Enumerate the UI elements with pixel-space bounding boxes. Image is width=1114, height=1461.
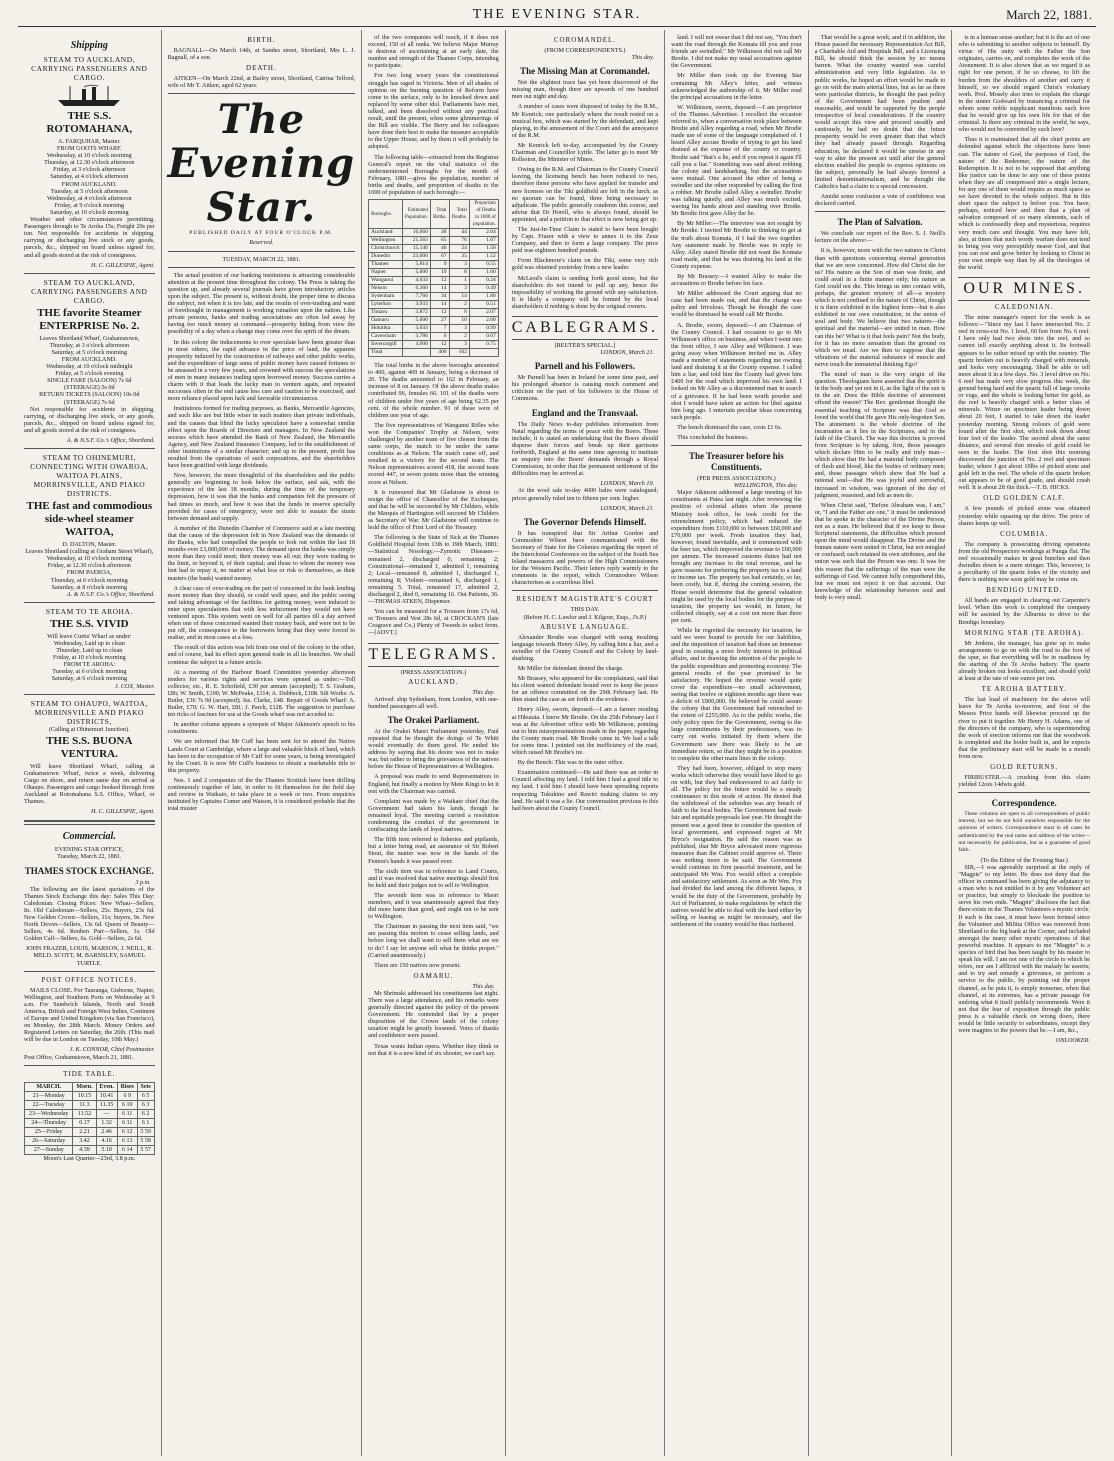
table-cell: 5,000 (402, 317, 430, 325)
masthead (18, 4, 1096, 27)
correspondence-heading: Correspondence. (991, 798, 1057, 809)
news-paragraph: The Just-In-Time Claim is stated to have been bought by Capt. Frazer with a view to annex it to the Zeus Company, and then to form a large company. The price paid was eighteen hundred pounds. (511, 225, 659, 255)
table-cell: 3 (449, 285, 469, 293)
news-paragraph: Not the slightest trace has yet been discovered of the missing man, though there are upwards of one hundred men out night and day. (511, 79, 659, 101)
table-cell: 1.52 (469, 253, 498, 261)
shipping-ad-waitoa: STEAM TO OHINEMURI, CONNECTING WITH OWAROA, WAITOA PLAINS, MORRINSVILLE, AND PIAKO DISTRICTS. THE fast and commodious side-wheel steamer WAITOA, D. DALTON, Master. Leaves Shortland (calling at Graham Street Wharf), Wednesday, at 10 o'clock morning Friday, at 12.30 o'clock afternoon FROM PAEROA, Thursday, at 6 o'clock morning Saturday, at 8 o'clock morning A. & N.S.F. Co.'s Office, Shortland. (25, 453, 155, 598)
table-row (369, 237, 499, 245)
gold-returns-heading: GOLD RETURNS. (990, 763, 1059, 772)
table-cell: 1.67 (469, 237, 498, 245)
plan-of-salvation-heading: The Plan of Salvation. (837, 217, 923, 228)
tide-row (25, 1100, 155, 1109)
shipping-ad-buona-ventura: STEAM TO OHAUPO, WAITOA, MORRINSVILLE AND PIAKO DISTRICTS, (Calling at Ohinemuri Junction). THE S.S. BUONA VENTURA. Will leave Shortland Wharf, calling at Grahamstown Wharf, twice a week, delivering Cargo en shore, and return same day on arrival at Ohaupo. Passengers and cargo booked through from Auckland at Rotomahana S.S. Office, Wharf, or Thames. H. C. GILLESPIE, Agent. (24, 698, 155, 816)
court-paragraph: Examination continued:—He said there was an order in Council affecting my land. I told him I had a good title to my land. I told him I should have been spreading reports respecting Tukukino and Rawiri making claims to my land. He said it was a lie. Our conversation previous to this had been about the County Council. (511, 769, 659, 812)
mine-heading: MORNING STAR (TE AROHA). (964, 628, 1084, 637)
speech-paragraph: That would be a great work, and if in addition, the House passed the necessary Representation Act Bill, a Charitable Aid and Hospitals Bill, and a Licensing Bill, he should think the session by no means barren. What the country wanted was careful administration and very little legislation. As to public works, he hoped an effort would be made to go on with the main arterial lines, but as far as there were particular districts, he thought the past policy of the Government had been prudent and reasonable, and would be supported by the people irrespective of local considerations. If the country would accept this view and proceed steadily and cautiously, he had no doubt that the future prosperity would be even greater than that which they had already passed through. Regarding education, he declared it would be unwise in any way to alter the present act until after the general election enabled the people to express opinions on the subject, personally he had always favored a limited denominationalism, and he thought the Catholics had a claim to a special concession. (814, 34, 946, 190)
table-cell: 12 (430, 277, 449, 285)
tide-cell: 6 14 (117, 1145, 137, 1154)
news-paragraph: The following is the State of Sick at the Thames Goldfield Hospital from 13th to 19th March, 1881:—Statistical Nosology.—Zymotic Diseases—remained 2, discharged 0, remaining 2; Constitutional—remained 1, admitted 1, remaining 2; Local—remained 8, admitted 1, discharged 1, remaining 8; Violent—remained 6, discharged 1, remaining 5. Total, remained 17, admitted 2, discharged 2, died 0, remaining 16. Out Patients, 36.—THOMAS ATKEN, Dispenser. (368, 534, 499, 606)
table-cell: 21,563 (402, 237, 430, 245)
table-cell: 3,033 (402, 325, 430, 333)
court-paragraph: land. I will not swear that I did not say, "You don't want the road through the Komata till you and your friends are swindled." Mr Wilkinson did not call Mr Brodie. I did not make my usual accusations against the Government. (671, 34, 802, 70)
table-cell (402, 349, 430, 357)
table-cell: 9 (430, 261, 449, 269)
table-cell: 14 (449, 293, 469, 301)
editorial-paragraph: We are informed that Mr Cuff has been sent for to attend the Native Lands Court at Cambridge, where a large and valuable block of land, which has been in the occupation of Mr Cuff for some years, is being investigated by the Court. It is now Mr Cuff's business to obtain a marketable title to this property. (167, 738, 356, 774)
mine-report: The last load of machinery for the above will leave for Te Aroha to-morrow, and four of the Messrs Price hands will likewise proceed up the river to put it together. Mr Henry H. Adams, one of the directors of the company, who is superintending the work of erection informs me that the woodwork is completed and the boiler built in, and he expects that the preliminary start will be made in a month from now. (958, 696, 1090, 760)
table-row (369, 261, 499, 269)
table-cell: 0.55 (469, 261, 498, 269)
tide-cell: 21—Monday (25, 1091, 73, 1100)
table-cell: Wellington (369, 237, 402, 245)
news-paragraph: For two long weary years the constitutional struggle has raged in Victoria. Men of all shades of opinion on the burning question of Reform have come to the surface, only to be knocked down and replaced by some other idol. Parliaments have met, talked, and been dissolved without any practical result, until the present, when some glimmerings of the Bill are visible. The Berry and his colleagues have done their best to make the measure acceptable to the Upper House, and by them it will probably be adopted. (368, 72, 499, 151)
telegram-paragraph: The Chairman in passing the next item said, "we are passing this motion to cease selling lands, and before long we shall want to sell them what are we to do? I say let anyone sell what he thinks proper." (Carried unanimously.) (368, 923, 499, 959)
table-row (369, 229, 499, 237)
table-cell: 34 (430, 293, 449, 301)
table-cell: 7,766 (402, 293, 430, 301)
tide-cell: 5.10 (96, 1145, 117, 1154)
editorial-body (168, 272, 356, 813)
table-cell: 48 (430, 229, 449, 237)
table-cell: 400 (430, 349, 449, 357)
table-cell: 1 (449, 277, 469, 285)
table-cell: Thames (369, 261, 402, 269)
table-cell: 0.49 (469, 285, 498, 293)
tide-row (25, 1136, 155, 1145)
table-cell: 15,146 (402, 245, 430, 253)
tide-row (25, 1109, 155, 1118)
birth-heading: BIRTH. (247, 36, 276, 44)
speech-paragraph: While he regretted the necessity for taxation, he said we were bound to provide for our liabilities, and the imposition of taxation had done an immense good in creating a more lively interest in political affairs, and in drawing the attention of the people to the public expenditure and promoting economy. The general results of the year promised to be satisfactory. He hoped the revenue would quite cover the expenditure—no small achievement, seeing that twelve or eighteen months ago there was a deficit of £900,000. He believed he could assure the colony that the Government had retrenched to the extent of £255,000. As to the public works, the only policy open for the Government, owing to the large commitments by their predecessors, was to carry out works initiated by them where the Government saw there was likely to be an immediate return, so that they might be in a position to complete the other main lines in the colony. (671, 627, 802, 762)
tide-cell: 6 13 (117, 1136, 137, 1145)
news-paragraph: McLeod's claim is sending forth good stone, but the shareholders do not intend to pull up any, hence the impossibility of working the ground with any satisfaction. It is likely a company will be formed by the local shareholders if nothing is done by the original owners. (511, 274, 659, 310)
nameplate: The Evening Star. (167, 96, 356, 232)
tide-header-cell: Rises (117, 1082, 137, 1091)
telegram-paragraph: Texas wants Indian opera. Whether they think or not that it is a new kind of six shooter, we can't say. (368, 1042, 499, 1057)
table-cell: 65 (430, 237, 449, 245)
court-paragraph: By Mr Brassey:—I wanted Alley to make the accusations to Brodie before his face. (671, 273, 802, 288)
cablegrams-heading: CABLEGRAMS. (512, 316, 658, 340)
mine-report: Mr Jenkins, the manager, has gone up to make arrangements to go on with the road to the foot of the spur, so that everything will be in readiness by the starting of the Te Aroha battery. The quartz already broken out looks excellent, and should yield at least at the rate of one ounce per ton. (958, 639, 1090, 683)
death-heading: DEATH. (246, 64, 277, 73)
table-cell: 3,786 (402, 333, 430, 341)
editorial-paragraph: In another column appears a synopsis of Major Atkinson's speech to his constituents. (167, 721, 356, 736)
telegram-paragraph: The seventh item was in reference to Maori members, and it was unanimously agreed that they did more harm than good, and ought not to be sent to Wellington. (368, 891, 499, 921)
tide-cell: 11.35 (96, 1100, 117, 1109)
news-paragraph: A number of cases were disposed of today by the R.M., Mr Kenrick; one particularly where the result rested on a musical box, which was started by the defendant, and kept playing, to the amusement of the Court and the annoyance of the R.M. (511, 103, 659, 139)
news-paragraph: The total births in the above boroughs amounted to 400, against 409 in January, being a decrease of 20. The deaths amounted to 162 in February, an increase of 8 on January. Of the above deaths males contributed 96, females 66. 101 of the deaths were of children under five years of age being 62.35 per cent. of the whole number. 91 of these were of children one year of age. (368, 362, 499, 419)
table-header-cell: Total Deaths. (449, 200, 469, 229)
column-1 (18, 30, 162, 1456)
tide-cell: 25—Friday (25, 1127, 73, 1136)
court-paragraph: Mr Miller addressed the Court arguing that no case had been made out, and that the charge was paltry and frivolous. Though he thought the case would be dismissed he would call Mr Brodie. (671, 290, 802, 319)
table-cell: 0.99 (469, 325, 498, 333)
telegram-paragraph: At the Orakei Maori Parliament yesterday, Paul repeated that he thought the doings of Te Whiti would eventually do them good. He ended his address by saying that his desire was not to make war, but rather to bring the grievances of the natives before the House of Representatives at Wellington. (368, 727, 499, 771)
commercial-heading: Commercial. (62, 831, 116, 843)
editorial-paragraph: Institutions formed for trading purposes, as Banks, Mercantile Agencies, and such like are but little wiser in such matters than private individuals, and the causes that blind the lucky speculator have a somewhat similar effect upon the Boards of Directors and managers. In New Zealand the seceses which have attended the Bank of New Zealand, the Mercantile Agency, and New Zealand Insurance Company, led to the establishment of other institutions of a similar character; and up to the present, profit has resulted from the operations of such corporations, and the shareholders have been gratified with large dividends. (167, 405, 356, 470)
mine-heading: OLD GOLDEN CALF. (983, 494, 1066, 503)
tide-cell: 6 3 (137, 1100, 154, 1109)
table-cell: 0.67 (469, 333, 498, 341)
table-cell: 7 (430, 325, 449, 333)
table-row (369, 309, 499, 317)
table-cell: 16,660 (402, 229, 430, 237)
tide-cell: 5 59 (137, 1127, 154, 1136)
shipping-ad-vivid: STEAM TO TE AROHA. THE S.S. VIVID Will leave Curtis' Wharf as under: Wednesday, Laid up to clean Thursday, Laid up to clean Friday, at 10 o'clock morning FROM TE AROHA: Tuesday, at 6 o'clock morning Saturday, at 6 o'clock morning J. COX, Master. (45, 606, 155, 690)
table-cell: 12 (430, 309, 449, 317)
court-paragraph: Henry Alley, sworn, deposed:—I am a farmer residing at Hikutaia. I know Mr Brodie. On the 25th February last I was at the Advertiser office with Mr Wilkinson, pointing out to him misrepresentations made in the paper, regarding the County main road. Mr Brodie came in. We had a talk for some time. I pointed out the inefficiency of the road, which raised Mr Brodie's ire. (511, 706, 659, 757)
table-cell: 2 (449, 333, 469, 341)
table-cell (469, 349, 498, 357)
table-row (369, 301, 499, 309)
table-header-cell: Estimated Population. (402, 200, 430, 229)
court-paragraph: A. Brodie, sworn, deposed:—I am Chairman of the County Council. I had occasion to go to Mr Wilkinson's office on business, and when I went into the front office, I saw Alley and Wilkinson. I was going away when Wilkinson invited me in. Alley made a number of statements regarding me owning land and draining it at the County expense. I called him a liar, and told him the County had given him £400 for the road which improved his own land. I looked on Mr Alley as a discontented man in search of a grievance. If he had been worth powder and shot I would have taken an action for libel against him long ago. I entertain peculiar ideas concerning such people. (671, 321, 802, 421)
tide-header-cell: MARCH. (25, 1082, 73, 1091)
editorial-paragraph: A clear case of over-trading on the part of concerned in the bank lending more money than they should, or could well spare, and the public seeing and taking advantage of the facilities for getting money, were induced to enter upon speculations that with less inducement they would not have ventured upon. This system went on well for all parties till a day arrived when one of those concerned wanted their money back, and were not to be put off, the consequence to the borrowers being that they were forced to realise, and in most cases at a loss. (167, 584, 356, 642)
tide-table: TIDE TABLE. MARCH. Morn. Even. Rises Sets 21—Monday 10.15 10.41 6 9 6 5 22—Tuesday 11.3 11.35 6 10 6 3 23—Wednesday 11.52 — 6 11 6 2 24—Thursday 0.17 1.32 6 11 6 1 25—Friday 2.21 2.46 6 12 5 59 26—Saturday 3.42 4.16 6 13 5 58 27—Sunday 4.39 5.10 6 14 5 57 Moon's Last Quarter—23rd, 3.8 p.m. (24, 1070, 155, 1162)
speech-paragraph: They had been, however, obliged to stop many works which otherwise they would have liked to go on with, but they had endeavoured to act fairly to all. The policy for the future would be a steady continuance in this mode of action. He denied that the withdrawal of the subsidies was any breach of faith to the local bodies. The Government had made fair and equitable proposals last year. He thought the present was a good time to consider the question of local government, and expressed regret at Mr Bryce's resignation. He said the reason was as published, that Mr Bryce advocated more vigorous measures than the Cabinet could approve of. There was nothing more to be said. The Government would continue its firm peaceful treatment, and he anticipated Mr Wm. Fox would effect a complete and satisfactory settlement. As soon as Mr Wm. Fox had divided the land among the different hapus, it would be the duty of the Government, probably by Act of Parliament, to make regulations by which the natives would be able to deal with the land either by selling or leasing as might be necessary, and the settlement of the country would be thus furthered. (671, 764, 802, 928)
table-cell: 2.64 (469, 229, 498, 237)
mine-report: All hands are engaged in clearing out Carpenter's level. When this work is completed the company will be assisted by the Alburnia to drive to the Bendigo boundary. (958, 597, 1090, 626)
tide-cell: 22—Tuesday (25, 1100, 73, 1109)
table-row (369, 317, 499, 325)
column-7: is in a human sense another; but it is the act of one who is submitting to another subjects to himself. By virtue of His unity with the Father the Son originates, carries on, and completes the work of the Atonement. It is also shown that as we regard it as right for one person, if he so choose, to lift the burden from the shoulders of another and carry it himself, so we should regard Christ's voluntary work. Prof. Mosely also tries to explain the change in the sinner Godward by instancing a criminal for whom some noble supplicant manifests such love that he would give up his own life for that of the criminal. Is there any criminal in the world, he says, who would not be converted by such love? Thus it is maintained that all the chief points are defended against which the objections have been cast. The nature of God, the purposes of God, the nature of the Redeemer, the nature of the Redemption. It is not to be supposed that anything like justice can be done to any one of these points when they are all compressed into a single lecture, for any one of them would require as much space as we have devoted to the whole subject. But in this short space the subject is before you. You have, perhaps, noticed how and then that a plan of salvation composed of so many elements, each of which is confessedly deep and mysterious, requires very much care and thought. You may have felt, also, at times that such wordy warfare does not tend to bring you very perceptibly nearer God, and that you can rest and grow better by looking to Christ in your own simple way than by all the theologies of the world. OUR MINES. CALEDONIAN. The mine manager's report for the week is as follows:—"Since my last I have intersected No. 2 reef in cross-cut No. 1 level, 60 feet from No. 6 reef. I have only had two shots into the reef, and so cannot tell exactly anything about it. Its footwall appears to be rather mixed up with the country. The quartz broken out is heavily charged with minerals, and looks very encouraging. Shall be able to tell more about it in a few days. No. 3 level drive on No. 6 reef has made very slow progress this week, the ground being hard and the quartz full of large crooks or vugs, and the whole is looking better for gold, as the reef is heavily charged with a better class of minerals. Winze on specimen leader being down about 20 feet, I started to take down the leader yesterday morning. Strong colours of gold were found after the first shot, which took down about four feet of the leader. The second about the same distance, and several thin streaks of gold could be seen in the leader. The first shot this morning discovered the junction of No. 2 reef and specimen leader, where I got about 10lbs of picked stone and gold left in the reef. The whole of the quartz broken out appears to be of good grade, and should crush well. It is about 2ft 6in thick.—T. B. HICKS. OLD GOLDEN CALF. A few pounds of picked stone was obtained yesterday while squaring up the drive. The price of shares keeps up well. COLUMBIA. The company is prosecuting driving operations from the old Prospectors workings at Punga flat. The reef occasionally makes in great bunches and then dwindles down to a mere stringer. This, however, is a peculiarity of the quartz lodes of the vicinity and there is nothing now soon gold may be come on. BENDIGO UNITED. All hands are engaged in clearing out Carpenter's level. When this work is completed the company will be assisted by the Alburnia to drive to the Bendigo boundary. MORNING STAR (TE AROHA). Mr Jenkins, the manager, has gone up to make arrangements to go on with the road to the foot of the spur, so that everything will be in readiness by the starting of the Te Aroha battery. The quartz already broken out looks excellent, and should yield at least at the rate of one ounce per ton. TE AROHA BATTERY. The last load of machinery for the above will leave for Te Aroha to-morrow, and four of the Messrs Price hands will likewise proceed up the river to put it together. Mr Henry H. Adams, one of the directors of the company, who is superintending the work of erection informs me that the woodwork is completed and the boiler built in, and he expects that the preliminary start will be made in a month from now. GOLD RETURNS. FIRIBUSTER.—A crushing from this claim yielded 12ozs 14dwts gold. Correspondence. These columns are open to all correspondents of public interest, but we do not hold ourselves responsible for the opinions of writers. Correspondence must in all cases be authenticated by the real name and address of the writer—not necessarily for publication, but as a guarantee of good faith. (To the Editor of the Evening Star.) SIR,—I was agreeably surprised at the reply of "Magpie" to my letter. He does not deny that the officer in command has been giving the adjutancy to a man who is not entitled to it by any Volunteer act or practice, but simply to blockade the position to serve his own ends. "Magpie" discloses the fact that there exists in the Thames Volunteers a mystic circle. If such is the case, it must have been formed since the Volunteer and Militia Office was removed from Shortland to the big bank at the Corner, and included amongst the many other mystic operations of that powerful machine. It appears to me "Magpie" is a species of bird that has been taught by his master to speak his will. I am not one of the circle to which he refers, nor am I afflicted with the malady he asserts; and to try and remedy a grievance, or perform a service to the public, by pointing out the proper channel, as he puts it, is simply nonsense, when that channel, at its extremes, has a private passage for undoing what it itself publicly recommends. Were it not that the fear of exposition through the public press is a valuable check on wrong doers, there would be little security to subordinates, except they were magpies to the powers that be.—I am, &c., ONLOOKER. (958, 34, 1090, 1045)
tide-cell: 10.41 (96, 1091, 117, 1100)
tide-cell: 6 11 (117, 1109, 137, 1118)
column-3: of the two companies will reach, if it does not exceed, 150 of all ranks. We believe Major Murray is desirous of ascertaining at an early date, the number and strength of the Thames Corps, intending to participate. For two long weary years the constitutional struggle has raged in Victoria. Men of all shades of opinion on the burning question of Reform have come to the surface, only to be knocked down and replaced by some other idol. Parliaments have met, talked, and been dissolved without any practical result, until the present, when some glimmerings of the Bill are visible. The Berry and his colleagues have done their best to make the measure acceptable to the Upper House, and by them it will probably be adopted. The following table—extracted from the Registrar General's report on the vital statistics of the undermentioned Boroughs for the month of February, 1881—gives the population, number of births and deaths, and proportion of deaths to the 1000 of population of each borough:— Boroughs. Estimated Population. Total Births. Total Deaths. Proportion of Deaths to 1000 of population. Auckland 16,660 48 44 2.64 Wellington 21,563 65 76 1.67 Christchurch 15,146 40 24 1.58 Dunedin 23,000 67 35 1.52 Thames 5,814 9 3 0.55 Napier 5,000 19 8 1.60 Wanganui 4,033 12 1 0.24 Nelson 6,360 14 3 0.49 Sydenham 7,766 34 14 1.80 Lyttelton 3,933 14 2 0.51 Timaru 3,872 12 8 2.07 Oamaru 5,000 27 10 2.00 Hokitika 3,033 7 3 0.99 Caversham 3,786 6 2 0.67 Invercargill 4,000 12 3 0.75 Total 400 162 The total births in the above boroughs amounted to 400, against 409 in January, being a decrease of 20. The deaths amounted to 162 in February, an increase of 8 on January. Of the above deaths males contributed 96, females 66. 101 of the deaths were of children under five years of age being 62.35 per cent. of the whole number. 91 of these were of children one year of age. The five representatives of Wanganui Rifles who won the Companies' Trophy at Nelson, were challenged by another team of five chosen from the same corps, the match to be under the same conditions as at Nelson. The match came off, and resulted in a victory for the second team. The Nelson representatives scored 418, the second team scored 447, or seven points more than the winning score at Nelson. It is rumoured that Mr Gladstone is about to resign the office of Chancellor of the Exchequer, and that he will be succeeded by Mr Childers, while the Marquis of Hartington will succeed Mr Childers as Secretary of War. Mr Gladstone will continue to hold the office of First Lord of the Treasury. The following is the State of Sick at the Thames Goldfield Hospital from 13th to 19th March, 1881:—Statistical Nosology.—Zymotic Diseases—remained 2, discharged 0, remaining 2; Constitutional—remained 1, admitted 1, remaining 2; Local—remained 8, admitted 1, discharged 1, remaining 8; Violent—remained 6, discharged 1, remaining 5. Total, remained 17, admitted 2, discharged 2, died 0, remaining 16. Out Patients, 36.—THOMAS ATKEN, Dispenser. You can be measured for a Trousers from 17s 6d, or Trousers and Vest 28s 6d, at CROCKAN'S (late Cosgrave and Co.) Plenty of Tweeds to select from.—[ADVT.] TELEGRAMS. (PRESS ASSOCIATION.) AUCKLAND. This day. Arrived: ship Sydenham, from London, with one-hundred passengers all well. The Orakei Parliament. At the Orakei Maori Parliament yesterday, Paul repeated that he thought the doings of Te Whiti would eventually do them good. He ended his address by saying that his desire was not to make war, but rather to bring the grievances of the natives before the House of Representatives at Wellington. A proposal was made to send Representatives to England, but finally a motion by Mete Kingi to let it rest with the Chairman was carried. Complaint was made by a Waikato chief that the Government had taken his lands, though he remained loyal. The meeting carried a resolution condemning the conduct of the government in confiscating the lands of loyal natives. The fifth item referred to fisheries and pipilands, but a letter being read, an assurance of Sir Robert Stout, the matter was now in the hands of the Fenton's hands it was passed over. The sixth item was in reference to Land Courts, and it was resolved that native meetings should first be held and their judges not to sell to Wellington. The seventh item was in reference to Maori members, and it was unanimously agreed that they did more harm than good, and ought not to be sent to Wellington. The Chairman in passing the next item said, "we are passing this motion to cease selling lands, and before long we shall want to sell them what are we to do? I say let anyone sell what he thinks proper." (Carried unanimously.) There are 150 natives now present. OAMARU. This day. Mr Shrimski addressed his constituents last night. There was a large attendance, and his remarks were generally directed against the policy of the present Government. He contended that by a proper disposition of the Crown lands of the colony taxation might be greatly lessened. Votes of thanks and confidence were passed. Texas wants Indian opera. Whether they think or not that it is a new kind of six shooter, we can't say. (362, 30, 506, 1456)
tide-cell: 6 2 (137, 1109, 154, 1118)
table-cell: 5,000 (402, 269, 430, 277)
tide-cell: 2.46 (96, 1127, 117, 1136)
editorial-paragraph: Nos. 1 and 2 companies of the the Thames Scottish have been drilling continuously together of late, in order to fit themselves for the field day and review in Waikato, to take place in a week or two. From enquiries instituted by Captains Comer and Watson, it is considered probable that the total muster (167, 776, 356, 813)
tide-header-cell: Morn. (73, 1082, 96, 1091)
page-columns (18, 30, 1096, 1456)
editorial-paragraph: At a meeting of the Harbour Board Committee yesterday afternoon tenders for various rights and services were opened as under:—Toll collector, etc., R. E. Schofield, £30 per annum (accepted); T. S. Graham, £86; W. Smith, £100; W. McPeake, £114; A. Dubbeck, £108. Silt Works: A. Butler, £36 7s 9d (accepted); Jas. Clarke, £48. Repair of Goods Wharf: A. Butler, £70; G. W. Hart, £81; J. Parch, £128. The suggestion to purchase ten ricks of fascines for use at the Goods wharf was not acceded to. (167, 668, 356, 719)
court-paragraph: By Mr Miller:—The interview was not sought by Mr Brodie. I invited Mr Brodie to thinking to get at the truth about Komata, if I had the two together. Any statement made by Brodie was in reply to Alley. Alley stated Brodie did not want the Komata road made, and that he was draining his land at the County expense. (671, 220, 802, 270)
tide-cell: 1.32 (96, 1118, 117, 1127)
table-row (369, 333, 499, 341)
steamship-icon (54, 84, 124, 108)
tide-cell: 2.21 (73, 1127, 96, 1136)
tide-table-grid (24, 1082, 155, 1155)
table-row (369, 293, 499, 301)
table-cell: 44 (449, 229, 469, 237)
tide-cell: 6 10 (117, 1100, 137, 1109)
news-paragraph: From Blackmore's claim on the Tiki, some very rich gold was obtained yesterday from a new leader. (511, 257, 659, 272)
table-cell: Christchurch (369, 245, 402, 253)
table-cell: Lyttelton (369, 301, 402, 309)
column-6 (809, 30, 953, 1456)
editorial-paragraph: A member of the Dunedin Chamber of Commerce said at a late meeting that the cause of the depression felt in New Zealand was the demands of the Banks, who had compelled the people to fork out within the last 18 months over £3,000,000 of money. The demand upon the banks was simply more than they could meet; their money was all out; they were trading to the limit, or beyond it, of their capital; and those to whom the money was lent had to repay it, no matter at what loss or risk to themselves, as their masters (the bank) wanted money. (167, 524, 356, 582)
tide-cell: 6 12 (117, 1127, 137, 1136)
speech-paragraph: Major Atkinson addressed a large meeting of his constituents at Patea last night. After reviewing the position of colonial affairs when the present Ministry took office, he took credit for the retrenchment policy, which had reduced the expenditure from £110,000 to between £60,000 and £70,000 per week. Fresh taxation they had, however, found inevitable, and it commenced with the beer tax, which improved the revenue to £60,000 per annum. The increased customs duties had not brought any increase to the total revenue, and he gave reasons for preferring the property tax to a land or income tax. The property tax had certainly, so far, been costly, but if, during the coming session, the House would determine that the general valuation might be used by the local bodies for the purpose of taxation, the property tax would, in future, be collected cheaply, say at a cost not more than three per cent. (671, 489, 802, 624)
lecture-paragraph: The mind of man is the very origin of the question. Theologians have asserted that the spirit is in the body and yet not in it, as the light of the sun is in the air. Does the Bible doctrine of atonement offend the reason? The Rev. gentleman thought the essential teaching of Scripture was that God so loved the world that He gave His only-begotten Son. The atonement is the whole doctrine of the incarnation as it lies in the Scriptures, and in the faith of the Church. The way this doctrine is proved from Scripture is by taking, first, those passages which declare Him to be really and truly man—which show that He had a material body composed of flesh and blood, like the bodies of ordinary men; and, those passages which show that He had a rational soul—that He was joyful and sorrowful, increased in wisdom, was ignorant of the day of judgment, reasoned, and felt as men do. (814, 371, 946, 499)
table-row (369, 253, 499, 261)
table-cell: 14 (430, 285, 449, 293)
table-cell: 6,360 (402, 285, 430, 293)
table-cell: 10 (449, 317, 469, 325)
court-paragraph: Alexander Brodie was charged with using insulting language towards Henry Alley, by calling him a liar, and a swindler of the County Council and the Colony by land-sharking. (511, 633, 659, 662)
issue-date: March 22, 1881. (1006, 7, 1092, 22)
mine-heading: TE AROHA BATTERY. (981, 685, 1067, 694)
lecture-paragraph: is in a human sense another; but it is the act of one who is submitting to another subjects to himself. By virtue of His unity with the Father the Son originates, carries on, and completes the work of the Atonement. It is also shown that as we regard it as right for one person, if he so choose, to lift the burden from the shoulders of another and carry it himself, so we should regard Christ's voluntary work. Prof. Mosely also tries to explain the change in the sinner Godward by instancing a criminal for whom some noble supplicant manifests such love that he would give up his own life for that of the criminal. Is there any criminal in the world, he says, who would not be converted by such love? (958, 34, 1090, 134)
table-cell: 3,933 (402, 301, 430, 309)
table-row (369, 349, 499, 357)
lecture-paragraph: When Christ said, "Before Abraham was, I am," or, "I and the Father are one," it must be understood that he spoke in the character of the Divine Person, not as a man. He believed that if we keep to these Scriptural statements, the difficulties which pressed upon the mind would disappear. The Divine and the human nature were united in Christ, but not mingled or confused; each retained its own attributes, and the union was such that the Person was one. It was for this reason that the sufferings of the man were the sufferings of God. We cannot fully comprehend this, but we must not reject it on that account. Our knowledge of the relationship between soul and body is very small. (814, 501, 946, 601)
tide-cell: 11.52 (73, 1109, 96, 1118)
column-2: BIRTH. BAGNALL—On March 14th, at Sandes street, Shortland, Mrs L. J. Bagnall, of a son. DEATH. AITKEN—On March 22nd, at Bailey street, Shortland, Catrina Telford, wife of Mr T. Aitken, aged 62 years. The Evening Star. PUBLISHED DAILY AT FOUR O'CLOCK P.M. Reserved. TUESDAY, MARCH 22, 1881. The actual position of our banking institutions is attracting considerable attention at the present time throughout the colony. The Press is taking the question up, and already several journals have given introductory articles upon the subject. The present is, without doubt, the proper time to discuss the subject, not when it is too late, and the results of over-trading and want of forethought in management is working ruination upon the nation. Like private persons, banks and trading associations are often led away by having too much money at command—prosperity hiding from view the possibility of a day when a change may come over the spirit of the dream. In this colony the inducements to over speculate have been greater than in most others; the rapid advance in the price of land, the apparent prosperity induced by the construction of railways and other public works, and the expenditure of large sums of public money have caused fortunes to be amassed in a very few years, and crowned with success the speculations of men in many instances trading upon borrowed money. Success carries a charm with it that leads the lucky man to venture again, and repeated successes often in the end cause less care and caution to be exercised, and more reliance placed upon luck and favorable circumstances. Institutions formed for trading purposes, as Banks, Mercantile Agencies, and such like are but little wiser in such matters than private individuals, and the causes that blind the lucky speculator have a somewhat similar effect upon the Boards of Directors and managers. In New Zealand the seceses which have attended the Bank of New Zealand, the Mercantile Agency, and New Zealand Insurance Company, led to the establishment of other institutions of a similar character; and up to the present, profit has resulted from the operations of such corporations, and the shareholders have been gratified with large dividends. Now, however, the more thoughtful of the shareholders and the public generally are beginning to look below the surface, and ask, with the experience of the last 18 months, during the time of the temporary depression, how it was that the banks and companies felt the pressure of bad times so much, and how it was that the funds in reserve specially provided for cases of emergency, were not able to sustain the strain between demand and supply. A member of the Dunedin Chamber of Commerce said at a late meeting that the cause of the depression felt in New Zealand was the demands of the Banks, who had compelled the people to fork out within the last 18 months over £3,000,000 of money. The demand upon the banks was simply more than they could meet; their money was all out; they were trading to the limit, or beyond it, of their capital; and those to whom the money was lent had to repay it, no matter at what loss or risk to themselves, as their masters (the bank) wanted money. A clear case of over-trading on the part of concerned in the bank lending more money than they should, or could well spare, and the public seeing and taking advantage of the facilities for getting money, were induced to enter upon speculations that with less inducement they would not have ventured upon. This system went on well for all parties till a day arrived when one of those concerned wanted their money back, and were not to be put off, the consequence to the borrowers being that they were forced to realise, and in most cases at a loss. The result of this action was felt from one end of the colony to the other, and of course, had its effect upon general trade in all its branches. We shall continue the subject in a future article. At a meeting of the Harbour Board Committee yesterday afternoon tenders for various rights and services were opened as under:—Toll collector, etc., R. E. Schofield, £30 per annum (accepted); T. S. Graham, £86; W. Smith, £100; W. McPeake, £114; A. Dubbeck, £108. Silt Works: A. Butler, £36 7s 9d (accepted); Jas. Clarke, £48. Repair of Goods Wharf: A. Butler, £70; G. W. Hart, £81; J. Parch, £128. The suggestion to purchase ten ricks of fascines for use at the Goods wharf was not acceded to. In another column appears a synopsis of Major Atkinson's speech to his constituents. We are informed that Mr Cuff has been sent for to attend the Native Lands Court at Cambridge, where a large and valuable block of land, which has been in the occupation of Mr Cuff for some years, is being investigated by the Court. It is now Mr Cuff's business to obtain a marketable title to this property. Nos. 1 and 2 companies of the the Thames Scottish have been drilling continuously together of late, in order to fit themselves for the field day and review in Waikato, to take place in a week or two. From enquiries instituted by Captains Comer and Watson, it is considered probable that the total muster (162, 30, 363, 1456)
table-cell: 2.00 (469, 317, 498, 325)
table-cell: 3 (449, 341, 469, 349)
shipping-ad-enterprise: STEAM TO AUCKLAND, CARRYING PASSENGERS AND CARGO. THE favorite Steamer ENTERPRISE No. 2. Leaves Shortland Wharf, Grahamstown, Thursday, at 3 o'clock afternoon Saturday, at 5 o'clock morning FROM AUCKLAND. Wednesday, at 10 o'clock midnight Friday, at 5 o'clock evening SINGLE FARE (SALOON) 7s 6d (STEERAGE) 5s 0d RETURN TICKETS (SALOON) 10s 0d (STEERAGE) 7s 6d Not responsible for accidents in shipping, carrying, or discharging live stock, or any goods, parcels, &c., shipped on board unless signed for, and all goods stored at the risk of consignees. A. & N.S.F. Co.'s Office, Shortland. (24, 277, 155, 444)
court-heading: RESIDENT MAGISTRATE'S COURT (516, 595, 654, 604)
table-row (369, 341, 499, 349)
court-paragraph: Mr Miller then took up the Evening Star containing Mr Alley's letter, and witness acknowledged the authorship of it. Mr Miller read the principal accusations in the letter. (671, 72, 802, 101)
editorial-paragraph: In this colony the inducements to over speculate have been greater than in most others; the rapid advance in the price of land, the apparent prosperity induced by the construction of railways and other public works, and the expenditure of large sums of public money have caused fortunes to be amassed in a very few years, and crowned with success the speculations of men in many instances trading upon borrowed money. Success carries a charm with it that leads the lucky man to venture again, and repeated successes often in the end cause less care and caution to be exercised, and more reliance placed upon luck and favorable circumstances. (167, 338, 356, 403)
table-cell: 0.51 (469, 301, 498, 309)
table-row (369, 245, 499, 253)
lecture-paragraph: We conclude our report of the Rev. S. J. Neill's lecture on the above:— (814, 230, 946, 245)
orakei-parliament-heading: The Orakei Parliament. (387, 714, 480, 725)
editorial-dateline: TUESDAY, MARCH 22, 1881. (222, 255, 301, 263)
table-cell: 1.60 (469, 269, 498, 277)
court-paragraph: Mr Brassey, who appeared for the complainant, said that his client wanted defendant bound over to keep the peace for an offence committed on the 29th February last. He then stated the case as set forth in the evidence. (511, 675, 659, 704)
table-cell: Nelson (369, 285, 402, 293)
tide-cell: 11.3 (73, 1100, 96, 1109)
nameplate-subtitle: PUBLISHED DAILY AT FOUR O'CLOCK P.M. (189, 230, 334, 237)
table-cell: Auckland (369, 229, 402, 237)
tide-header-cell: Sets (137, 1082, 154, 1091)
table-cell: 1.58 (469, 245, 498, 253)
news-paragraph: Owing to the R.M. and Chairman to the County Council leaving, the licensing bench has been reduced to two, therefore those persons who have applied for transfer and new licenses on the Tiki goldfield are left in the lurch, as no quorum can be found, three being necessary to adjudicate. The public generally condemn this course, and advise that Dr Horell, who is always found, should be appointed, and a petition to that effect is now being got up. (511, 166, 659, 223)
table-cell: 2.07 (469, 309, 498, 317)
table-header-cell: Boroughs. (369, 200, 402, 229)
tide-cell: 4.39 (73, 1145, 96, 1154)
table-row (369, 277, 499, 285)
lecture-paragraph: It is, however, more with the two natures in Christ than with questions concerning eternal generation that we are now concerned. How did Christ die for us? His nature as the Son of man was finite, and could avail in a finite manner only; his nature as God could not die. This brings us into contact with, perhaps, the greatest mystery of all—a mystery which is not confined to the nature of Christ, though it is there exhibited in the highest form—but is also exhibited in our own constitution, in the union of soul and body. We believe that two natures—the spiritual and the material—are united in man. How can this be? What is it that feels pain? Not the body, for it has no more sensation than the ground on which we tread. Are we then to suppose that the vibrations of the material substance of muscle and nerve touch the immaterial thinking Ego? (814, 247, 946, 368)
tide-cell: 4.16 (96, 1136, 117, 1145)
table-cell: 0.75 (469, 341, 498, 349)
editorial-paragraph: Now, however, the more thoughtful of the shareholders and the public generally are beginning to look below the surface, and ask, with the experience of the last 18 months, during the time of the temporary depression, how it was that the banks and companies felt the pressure of bad times so much, and how it was that the funds in reserve specially provided for cases of emergency, were not able to sustain the strain between demand and supply. (167, 472, 356, 522)
post-office-notices: POST OFFICE NOTICES. MAILS CLOSE. For Tauranga, Gisborne, Napier, Wellington, and Southern Ports on Wednesday at 9 a.m. For Sandwich Islands, North and South America, British and Foreign West Indies, Continent of Europe and United Kingdom (via San Francisco), on Monday, the 28th March. Money Orders and Registered Letters on Saturday, the 26th. (This mail will be due in London on Tuesday, 10th May.) J. K. CONNOR, Chief Postmaster. Post Office, Grahamstown, March 21, 1881. (24, 975, 155, 1061)
tide-cell: 23—Wednesday (25, 1109, 73, 1118)
table-header-cell: Total Births. (430, 200, 449, 229)
table-cell: 27 (430, 317, 449, 325)
paper-name: THE EVENING STAR. (472, 7, 642, 22)
tide-row (25, 1118, 155, 1127)
tide-cell: 6 11 (117, 1118, 137, 1127)
death-notice: AITKEN—On March 22nd, at Bailey street, Shortland, Catrina Telford, wife of Mr T. Aitken, aged 62 years. (167, 75, 356, 90)
shipping-heading: Shipping (70, 40, 108, 51)
tide-cell: 24—Thursday (25, 1118, 73, 1127)
table-cell: 1.80 (469, 293, 498, 301)
table-cell: Timaru (369, 309, 402, 317)
table-cell: Caversham (369, 333, 402, 341)
table-cell: 19 (430, 269, 449, 277)
table-cell: 8 (449, 309, 469, 317)
letter-body: SIR,—I was agreeably surprised at the reply of "Magpie" to my letter. He does not deny that the officer in command has been giving the adjutancy to a man who is not entitled to it by any Volunteer act or practice, but simply to blockade the position to serve his own ends. "Magpie" discloses the fact that there exists in the Thames Volunteers a mystic circle. If such is the case, it must have been formed since the Volunteer and Militia Office was removed from Shortland to the big bank at the Corner, and included amongst the many other mystic operations of that powerful machine. It appears to me "Magpie" is a species of bird that has been taught by his master to speak his will. I am not one of the circle to which he refers, nor am I afflicted with the malady he asserts; and to try and remedy a grievance, or perform a service to the public, by pointing out the proper channel, as he puts it, is simply nonsense, when that channel, at its extremes, has a private passage for undoing what it itself publicly recommends. Were it not that the fear of exposition through the public press is a valuable check on wrong doers, there would be little security to subordinates, except they were magpies to the powers that be.—I am, &c., (958, 863, 1090, 1035)
mine-report: The company is prosecuting driving operations from the old Prospectors workings at Punga flat. The reef occasionally makes in great bunches and then dwindles down to a mere stringer. This, however, is a peculiarity of the quartz lodes of the vicinity and there is nothing now soon gold may be come on. (958, 540, 1090, 584)
column-3-paragraphs (368, 34, 499, 196)
table-cell: Wanganui (369, 277, 402, 285)
table-cell: Dunedin (369, 253, 402, 261)
telegram-paragraph: There are 150 natives now present. (374, 961, 461, 969)
birth-notice: BAGNALL—On March 14th, at Sandes street, Shortland, Mrs L. J. Bagnall, of a son. (167, 47, 356, 62)
vital-statistics-table (368, 199, 499, 357)
table-cell: 4,000 (402, 341, 430, 349)
news-paragraph: of the two companies will reach, if it does not exceed, 150 of all ranks. We believe Major Murray is desirous of ascertaining at an early date, the number and strength of the Thames Corps, intending to participate. (368, 34, 499, 70)
tide-cell: 5 57 (137, 1145, 154, 1154)
table-cell: 35 (449, 253, 469, 261)
speech-paragraph: Amidst some confusion a vote of confidence was declared carried. (814, 193, 946, 208)
mine-report: A few pounds of picked stone was obtained yesterday while squaring up the drive. The price of shares keeps up well. (958, 505, 1090, 527)
news-paragraph: The following table—extracted from the Registrar General's report on the vital statistics of the undermentioned Boroughs for the month of February, 1881—gives the population, number of births and deaths, and proportion of deaths to the 1000 of population of each borough:— (368, 153, 499, 196)
telegram-paragraph: The sixth item was in reference to Land Courts, and it was resolved that native meetings should first be held and their judges not to sell to Wellington. (368, 867, 499, 889)
table-cell: Oamaru (369, 317, 402, 325)
tide-row (25, 1091, 155, 1100)
tide-cell: 0.17 (73, 1118, 96, 1127)
table-cell: 23,000 (402, 253, 430, 261)
table-cell: 3,872 (402, 309, 430, 317)
tide-cell: 6 9 (117, 1091, 137, 1100)
table-cell: 5,814 (402, 261, 430, 269)
tide-header-cell: Even. (96, 1082, 117, 1091)
table-row (369, 269, 499, 277)
tide-cell: 6 5 (137, 1091, 154, 1100)
court-paragraph: Mr Miller for defendant denied the charge. (517, 665, 624, 672)
table-cell: 12 (430, 341, 449, 349)
court-paragraph: The bench dismissed the case, costs £1 6s. (677, 423, 783, 431)
table-cell: 6 (430, 333, 449, 341)
table-cell: Hokitika (369, 325, 402, 333)
tide-cell: — (96, 1109, 117, 1118)
table-cell: Sydenham (369, 293, 402, 301)
tide-cell: 5 58 (137, 1136, 154, 1145)
news-paragraph: The five representatives of Wanganui Rifles who won the Companies' Trophy at Nelson, were challenged by another team of five chosen from the same corps, the match to be under the same conditions as at Nelson. The match came off, and resulted in a victory for the second team. The Nelson representatives scored 418, the second team scored 447, or seven points more than the winning score at Nelson. (368, 421, 499, 486)
telegrams-heading: TELEGRAMS. (368, 643, 499, 667)
telegram-paragraph: A proposal was made to send Representatives to England, but finally a motion by Mete Kingi to let it rest with the Chairman was carried. (368, 773, 499, 795)
mine-heading: COLUMBIA. (1000, 529, 1049, 538)
mine-heading: BENDIGO UNITED. (986, 586, 1063, 595)
telegram-paragraph: Mr Shrimski addressed his constituents last night. There was a large attendance, and his remarks were generally directed against the policy of the present Government. He contended that by a proper disposition of the Crown lands of the colony taxation might be greatly lessened. Votes of thanks and confidence were passed. (368, 989, 499, 1040)
table-cell: 2 (449, 301, 469, 309)
tide-cell: 10.15 (73, 1091, 96, 1100)
court-paragraph: By the Bench: This was in the outer office. (517, 759, 624, 767)
court-paragraph: W. Wilkinson, sworn, deposed:—I am proprietor of the Thames Advertiser. I recollect the occasion referred to, when a conversation took place between Brodie and Alley regarding a road, when Mr Brodie made use of some of the language complained of. I heard Alley accuse Brodie of trying to get his land drained at the expense of the county or country. Brodie said "that's a lie, and if you repeat it again I'll call you a liar." Something was said about robbing the colony and landsharking, but the accusations were mutual. One accused the other of being a swindler and the other responded by calling the first a robber. Mr Brodie called Alley a swindler. Brodie was talking quietly, and Alley was much excited, waving his hands about and standing over Brodie. Mr Brodie first gave Alley the lie. (671, 103, 802, 218)
table-row (369, 325, 499, 333)
commercial-section: Commercial. EVENING STAR OFFICE, Tuesday, March 22, 1881. THAMES STOCK EXCHANGE. 3 p.m. The following are the latest quotations of the Thames Stock Exchange this day: Sales This Day: Caledonian. Closing Prices: New Whau—Sellers, 8s. Old Caledonian—Sellers, 25s. Buyers, 23s 6d. New Golden Crown—Sellers, 11s; buyers, 9s. New North Devon—Sellers, 13s 6d. Queen of Beauty—Sellers, 4s 6d. Reuben Parr—Sellers, 1s. Old Golden Calf—Sellers, 6s. Gold—Sellers, 2s 6d. JOHN FRAZER, LOUIS, MARSON, J. NEILL, R. MELD. SCOTT, M. BARNSLEY, SAMUEL TURTLE. (24, 831, 155, 967)
table-cell: Napier (369, 269, 402, 277)
tide-cell: 27—Sunday (25, 1145, 73, 1154)
table-cell: 3 (449, 261, 469, 269)
court-paragraph: This concluded the business. (677, 433, 749, 441)
table-cell: 8 (449, 269, 469, 277)
tide-cell: 6 1 (137, 1118, 154, 1127)
tide-cell: 3.42 (73, 1136, 96, 1145)
shipping-ad-rotomahana: STEAM TO AUCKLAND, CARRYING PASSENGERS AND CARGO. THE S.S. ROTOMAHANA, A. FARQUHAR, Master. FROM GOOTS WHARF. Wednesday, at 10 o'clock morning Thursday, at 12.30 o'clock afternoon Friday, at 3 o'clock afternoon Saturday, at 4 o'clock afternoon FROM AUCKLAND. Tuesday, at 5 o'clock afternoon Wednesday, at 4 o'clock afternoon Friday, at 9 o'clock morning Saturday, at 10 o'clock morning Weather and other circumstances permitting. Passengers through to Te Aroha 15s; Freight 20s per ton. Not responsible for accidents in shipping, carrying or discharging live stock or any goods, parcels, &c., shipped on board unless signed for, and all goods stored at the risk of consignees. H. C. GILLESPIE, Agent. (24, 55, 155, 269)
news-paragraph: You can be measured for a Trousers from 17s 6d, or Trousers and Vest 28s 6d, at CROCKAN'S (late Cosgrave and Co.) Plenty of Tweeds to select from.—[ADVT.] (368, 608, 499, 637)
table-cell: 4,033 (402, 277, 430, 285)
table-cell: 24 (449, 245, 469, 253)
treasurer-heading: The Treasurer before his Constituents. (689, 451, 784, 473)
tide-row (25, 1127, 155, 1136)
news-paragraph: Mr Kenrick left to-day, accompanied by the County Chairman and Councillor Lyttle. The latter go to meet Mr Rolleston, the Minister of Mines. (511, 141, 659, 164)
table-cell: Total (369, 349, 402, 357)
table-cell: 40 (430, 245, 449, 253)
editorial-paragraph: The actual position of our banking institutions is attracting considerable attention at the present time throughout the colony. The Press is taking the question up, and already several journals have given introductory articles upon the subject. The present is, without doubt, the proper time to discuss the subject, not when it is too late, and the results of over-trading and want of forethought in management is working ruination upon the nation. Like private persons, banks and trading associations are often led away by having too much money at command—prosperity hiding from view the possibility of a day when a change may come over the spirit of the dream. (167, 271, 356, 336)
telegram-paragraph: Complaint was made by a Waikato chief that the Government had taken his lands, though he remained loyal. The meeting carried a resolution condemning the conduct of the government in confiscating the lands of loyal natives. (368, 797, 499, 834)
editorial-paragraph: The result of this action was felt from one end of the colony to the other, and of course, had its effect upon general trade in all its branches. We shall continue the subject in a future article. (167, 644, 356, 666)
table-cell: 0.24 (469, 277, 498, 285)
column-4: COROMANDEL. (FROM CORRESPONDENTS.) This day. The Missing Man at Coromandel. Not the slightest trace has yet been discovered of the missing man, though there are upwards of one hundred men out night and day. A number of cases were disposed of today by the R.M., Mr Kenrick; one particularly where the result rested on a musical box, which was started by the defendant, and kept playing, to the amusement of the Court and the annoyance of the R.M. Mr Kenrick left to-day, accompanied by the County Chairman and Councillor Lyttle. The latter go to meet Mr Rolleston, the Minister of Mines. Owing to the R.M. and Chairman to the County Council leaving, the licensing bench has been reduced to two, therefore those persons who have applied for transfer and new licenses on the Tiki goldfield are left in the lurch, as no quorum can be found, three being necessary to adjudicate. The public generally condemn this course, and advise that Dr Horell, who is always found, should be appointed, and a petition to that effect is now being got up. The Just-In-Time Claim is stated to have been bought by Capt. Frazer with a view to annex it to the Zeus Company, and then to form a large company. The price paid was eighteen hundred pounds. From Blackmore's claim on the Tiki, some very rich gold was obtained yesterday from a new leader. McLeod's claim is sending forth good stone, but the shareholders do not intend to pull up any, hence the impossibility of working the ground with any satisfaction. It is likely a company will be formed by the local shareholders if nothing is done by the original owners. CABLEGRAMS. [REUTER'S SPECIAL.] LONDON, March 21. Parnell and his Followers. Mr Parnell has been in Ireland for some time past, and his prolonged absence is causing much comment and criticism on the part of his followers in the House of Commons. England and the Transvaal. The Daily News to-day publishes information from Natal regarding the terms of peace with the Boers. These include, it is stated an undertaking that the Boers should disperse their forces and break up their garrisons forthwith, England at the same time agreeing to institute an enquiry into the Boers' demands through a Royal Commission, in order that the permanent settlement of the difficulties may be arrived at. LONDON, March 19. At the wool sale to-day 4000 bales were catalogued; prices generally ruled ten to fifteen per cent. higher. LONDON, March 21. The Governor Defends Himself. It has transpired that Sir Arthur Gordon and Commodore Wilson have communicated with the Secretary of State for the Colonies regarding the report of the Interclonial Conference on the subject of the South Sea Island massacres and powers of the High Commissioners for the Western Pacific. Their letters reply warmly to the comments in the report, which Commodore Wilson characterises as a scurrilous libel. RESIDENT MAGISTRATE'S COURT THIS DAY. (Before H. C. Lawlor and J. Kilgour, Esqs., J's.P.) ABUSIVE LANGUAGE. Alexander Brodie was charged with using insulting language towards Henry Alley, by calling him a liar, and a swindler of the County Council and the Colony by land-sharking. Mr Miller for defendant denied the charge. Mr Brassey, who appeared for the complainant, said that his client wanted defendant bound over to keep the peace for an offence committed on the 29th February last. He then stated the case as set forth in the evidence. Henry Alley, sworn, deposed:—I am a farmer residing at Hikutaia. I know Mr Brodie. On the 25th February last I was at the Advertiser office with Mr Wilkinson, pointing out to him misrepresentations made in the paper, regarding the County main road. Mr Brodie came in. We had a talk for some time. I pointed out the inefficiency of the road, which raised Mr Brodie's ire. By the Bench: This was in the outer office. Examination continued:—He said there was an order in Council affecting my land. I told him I had a good title to my land. I told him I should have been spreading reports respecting Tukukino and Rawiri making claims to my land. He said it was a lie. Our conversation previous to this had been about the County Council. (506, 30, 665, 1456)
column-3-paragraphs-lower (368, 362, 499, 636)
column-5: land. I will not swear that I did not say, "You don't want the road through the Komata till you and your friends are swindled." Mr Wilkinson did not call Mr Brodie. I did not make my usual accusations against the Government. Mr Miller then took up the Evening Star containing Mr Alley's letter, and witness acknowledged the authorship of it. Mr Miller read the principal accusations in the letter. W. Wilkinson, sworn, deposed:—I am proprietor of the Thames Advertiser. I recollect the occasion referred to, when a conversation took place between Brodie and Alley regarding a road, when Mr Brodie made use of some of the language complained of. I heard Alley accuse Brodie of trying to get his land drained at the expense of the county or country. Brodie said "that's a lie, and if you repeat it again I'll call you a liar." Something was said about robbing the colony and landsharking, but the accusations were mutual. One accused the other of being a swindler and the other responded by calling the first a robber. Mr Brodie called Alley a swindler. Brodie was talking quietly, and Alley was much excited, waving his hands about and standing over Brodie. Mr Brodie first gave Alley the lie. By Mr Miller:—The interview was not sought by Mr Brodie. I invited Mr Brodie to thinking to get at the truth about Komata, if I had the two together. Any statement made by Brodie was in reply to Alley. Alley stated Brodie did not want the Komata road made, and that he was draining his land at the County expense. By Mr Brassey:—I wanted Alley to make the accusations to Brodie before his face. Mr Miller addressed the Court arguing that no case had been made out, and that the charge was paltry and frivolous. Though he thought the case would be dismissed he would call Mr Brodie. A. Brodie, sworn, deposed:—I am Chairman of the County Council. I had occasion to go to Mr Wilkinson's office on business, and when I went into the front office, I saw Alley and Wilkinson. I was going away when Wilkinson invited me in. Alley made a number of statements regarding me owning land and draining it at the County expense. I called him a liar, and told him the County had given him £400 for the road which improved his own land. I looked on Mr Alley as a discontented man in search of a grievance. If he had been worth powder and shot I would have taken an action for libel against him long ago. I entertain peculiar ideas concerning such people. The bench dismissed the case, costs £1 6s. This concluded the business. The Treasurer before his Constituents. (PER PRESS ASSOCIATION.) WELLINGTON, This day. Major Atkinson addressed a large meeting of his constituents at Patea last night. After reviewing the position of colonial affairs when the present Ministry took office, he took credit for the retrenchment policy, which had reduced the expenditure from £110,000 to between £60,000 and £70,000 per week. Fresh taxation they had, however, found inevitable, and it commenced with the beer tax, which improved the revenue to £60,000 per annum. The increased customs duties had not brought any increase to the total revenue, and he gave reasons for preferring the property tax to a land or income tax. The property tax had certainly, so far, been costly, but if, during the coming session, the House would determine that the general valuation might be used by the local bodies for the purpose of taxation, the property tax would, in future, be collected cheaply, say at a cost not more than three per cent. While he regretted the necessity for taxation, he said we were bound to provide for our liabilities, and the imposition of taxation had done an immense good in creating a more lively interest in political affairs, and in drawing the attention of the people to the public expenditure and promoting economy. The general results of the year promised to be satisfactory. He hoped the revenue would quite cover the expenditure—no small achievement, seeing that twelve or eighteen months ago there was a deficit of £900,000. He believed he could assure the colony that the Government had retrenched to the extent of £255,000. As to the public works, the only policy open for the Government, owing to the large commitments by their predecessors, was to carry out works initiated by them where the Government saw there was likely to be an immediate return, so that they might be in a position to complete the other main lines in the colony. They had been, however, obliged to stop many works which otherwise they would have liked to go on with, but they had endeavoured to act fairly to all. The policy for the future would be a steady continuance in this mode of action. He denied that the withdrawal of the subsidies was any breach of faith to the local bodies. The Government had made fair and equitable proposals last year. He thought the present was a good time to consider the question of local government, and expressed regret at Mr Bryce's resignation. He said the reason was as published, that Mr Bryce advocated more vigorous measures than the Cabinet could approve of. There was nothing more to be said. The Government would continue its firm peaceful treatment, and he anticipated Mr Wm. Fox would effect a complete and satisfactory settlement. As soon as Mr Wm. Fox had divided the land among the different hapus, it would be the duty of the Government, probably by Act of Parliament, to make regulations by which the natives would be able to deal with the land either by selling or leasing as might be necessary, and the settlement of the country would be thus furthered. (665, 30, 809, 1456)
table-cell: Invercargill (369, 341, 402, 349)
table-cell: 14 (430, 301, 449, 309)
tide-cell: 26—Saturday (25, 1136, 73, 1145)
mine-report: The mine manager's report for the week is as follows:—"Since my last I have intersected No. 2 reef in cross-cut No. 1 level, 60 feet from No. 6 reef. I have only had two shots into the reef, and so cannot tell exactly anything about it. Its footwall appears to be rather mixed up with the country. The quartz broken out is heavily charged with minerals, and looks very encouraging. Shall be able to tell more about it in a few days. No. 3 level drive on No. 6 reef has made very slow progress this week, the ground being hard and the quartz full of large crooks or vugs, and the whole is looking better for gold, as the reef is heavily charged with a better class of minerals. Winze on specimen leader being down about 20 feet, I started to take down the leader yesterday morning. Strong colours of gold were found after the first shot, which took down about four feet of the leader. The second about the same distance, and several thin streaks of gold could be seen in the leader. The first shot this morning discovered the junction of No. 2 reef and specimen leader, where I got about 10lbs of picked stone and gold left in the reef. The whole of the quartz broken out appears to be of good grade, and should crush well. It is about 2ft 6in thick.—T. B. HICKS. (958, 314, 1090, 492)
table-header-cell: Proportion of Deaths to 1000 of population. (469, 200, 498, 229)
lecture-paragraph: Thus it is maintained that all the chief points are defended against which the objections have been cast. The nature of God, the purposes of God, the nature of the Redeemer, the nature of the Redemption. It is not to be supposed that anything like justice can be done to any one of these points when they are all compressed into a single lecture, for any one of them would require as much space as we have devoted to the whole subject. But in this short space the subject is before you. You have, perhaps, noticed how and then that a plan of salvation composed of so many elements, each of which is confessedly deep and mysterious, requires very much care and thought. You may have felt, also, at times that such wordy warfare does not tend to bring you very perceptibly nearer God, and that you can rest and grow better by looking to Christ in your own simple way than by all the theologies of the world. (958, 136, 1090, 271)
tide-row (25, 1145, 155, 1154)
letter-signature: ONLOOKER. (1055, 1037, 1090, 1045)
table-cell: 162 (449, 349, 469, 357)
table-cell: 3 (449, 325, 469, 333)
table-row (369, 285, 499, 293)
table-cell: 76 (449, 237, 469, 245)
news-paragraph: It is rumoured that Mr Gladstone is about to resign the office of Chancellor of the Exchequer, and that he will be succeeded by Mr Childers, while the Marquis of Hartington will succeed Mr Childers as Secretary of War. Mr Gladstone will continue to hold the office of First Lord of the Treasury. (368, 488, 499, 532)
our-mines-heading: OUR MINES. (958, 277, 1090, 301)
missing-man-heading: The Missing Man at Coromandel. (520, 66, 650, 77)
telegram-paragraph: The fifth item referred to fisheries and pipilands, but a letter being read, an assurance of Sir Robert Stout, the matter was now in the hands of the Fenton's hands it was passed over. (368, 836, 499, 865)
mine-heading: CALEDONIAN. (994, 303, 1054, 312)
table-cell: 67 (430, 253, 449, 261)
